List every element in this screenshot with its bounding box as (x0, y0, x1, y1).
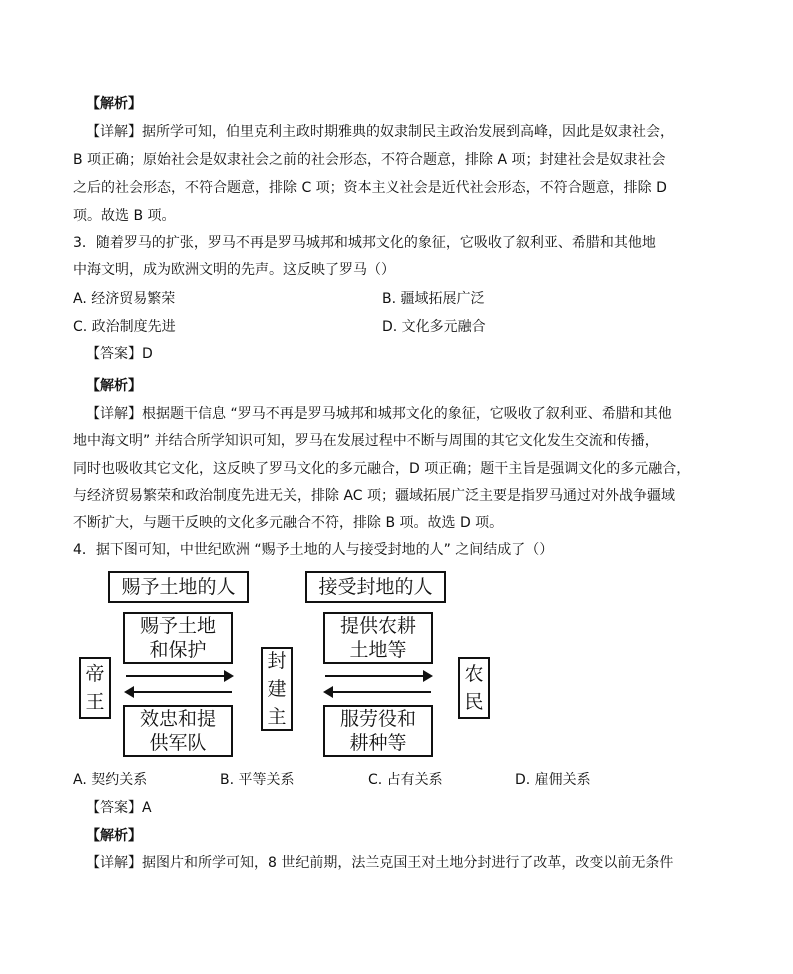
q3-detail-line-5: 不断扩大，与题干反映的文化多元融合不符，排除 B 项。故选 D 项。 (73, 515, 504, 531)
q2-detail-line-4: 项。故选 B 项。 (73, 208, 176, 224)
lord-box (261, 647, 293, 731)
q3-analysis-label: 【解析】 (86, 378, 142, 394)
lord-char-3: 主 (267, 706, 287, 728)
q4-option-b: B. 平等关系 (220, 772, 295, 788)
q2-detail-line-2: B 项正确；原始社会是奴隶社会之前的社会形态，不符合题意，排除 A 项；封建社会是奴隶社会 (73, 152, 666, 168)
q3-option-c: C. 政治制度先进 (73, 319, 176, 335)
loyalty-box (123, 705, 233, 757)
arrow-left-to-lord-icon (325, 691, 431, 693)
receiver-header-box (305, 571, 446, 603)
q3-option-a: A. 经济贸易繁荣 (73, 291, 176, 307)
peasant-char-2: 民 (464, 691, 484, 713)
grantor-header-box (108, 571, 249, 603)
provide-farmland-box (323, 612, 433, 664)
q2-detail-line-1: 【详解】据所学可知，伯里克利主政时期雅典的奴隶制民主政治发展到高峰，因此是奴隶社会， (86, 124, 674, 140)
q3-stem-line-2: 中海文明，成为欧洲文明的先声。这反映了罗马（） (73, 262, 395, 278)
q4-answer: 【答案】A (86, 800, 152, 816)
provide-farmland-line-2: 土地等 (349, 639, 407, 661)
emperor-char-1: 帝 (85, 663, 105, 685)
q2-detail-line-3: 之后的社会形态，不符合题意，排除 C 项；资本主义社会是近代社会形态，不符合题意，排除 D (73, 180, 667, 196)
labor-box (323, 705, 433, 757)
q4-option-a: A. 契约关系 (73, 772, 148, 788)
q4-analysis-label: 【解析】 (86, 828, 142, 844)
q3-option-b: B. 疆域拓展广泛 (382, 291, 485, 307)
q3-detail-line-3: 同时也吸收其它文化，这反映了罗马文化的多元融合，D 项正确；题干主旨是强调文化的多元融合， (73, 461, 691, 477)
emperor-box (79, 657, 111, 719)
peasant-char-1: 农 (464, 663, 484, 685)
loyalty-line-1: 效忠和提 (139, 708, 216, 730)
q4-detail-line-1: 【详解】据图片和所学可知，8 世纪前期，法兰克国王对土地分封进行了改革，改变以前无条件 (86, 855, 674, 871)
labor-line-1: 服劳役和 (339, 708, 416, 730)
grant-land-box (123, 612, 233, 664)
lord-char-2: 建 (267, 678, 287, 700)
q3-option-d: D. 文化多元融合 (382, 319, 486, 335)
arrow-right-to-lord-icon (126, 675, 232, 677)
lord-char-1: 封 (267, 650, 287, 672)
q4-option-c: C. 占有关系 (368, 772, 443, 788)
labor-line-2: 耕种等 (349, 732, 407, 754)
arrow-left-to-emperor-icon (126, 691, 232, 693)
loyalty-line-2: 供军队 (149, 732, 207, 754)
q4-stem: 4．据下图可知，中世纪欧洲 “赐予土地的人与接受封地的人” 之间结成了（） (73, 542, 554, 558)
arrow-right-to-peasant-icon (325, 675, 431, 677)
grantor-header-label: 赐予土地的人 (121, 576, 236, 598)
peasant-box (458, 657, 490, 719)
q4-option-d: D. 雇佣关系 (515, 772, 591, 788)
emperor-char-2: 王 (85, 691, 105, 713)
q3-stem-line-1: 3．随着罗马的扩张，罗马不再是罗马城邦和城邦文化的象征，它吸收了叙利亚、希腊和其他地 (73, 235, 656, 251)
grant-land-line-1: 赐予土地 (139, 615, 216, 637)
q3-detail-line-2: 地中海文明” 并结合所学知识可知，罗马在发展过程中不断与周围的其它文化发生交流和传播， (73, 433, 659, 449)
q3-detail-line-1: 【详解】根据题干信息 “罗马不再是罗马城邦和城邦文化的象征，它吸收了叙利亚、希腊和其他 (86, 406, 672, 422)
grant-land-line-2: 和保护 (149, 639, 207, 661)
provide-farmland-line-1: 提供农耕 (339, 615, 416, 637)
q2-analysis-label: 【解析】 (86, 96, 142, 112)
receiver-header-label: 接受封地的人 (318, 576, 433, 598)
q3-detail-line-4: 与经济贸易繁荣和政治制度先进无关，排除 AC 项；疆域拓展广泛主要是指罗马通过对外战争疆域 (73, 488, 676, 504)
q3-answer: 【答案】D (86, 346, 153, 362)
